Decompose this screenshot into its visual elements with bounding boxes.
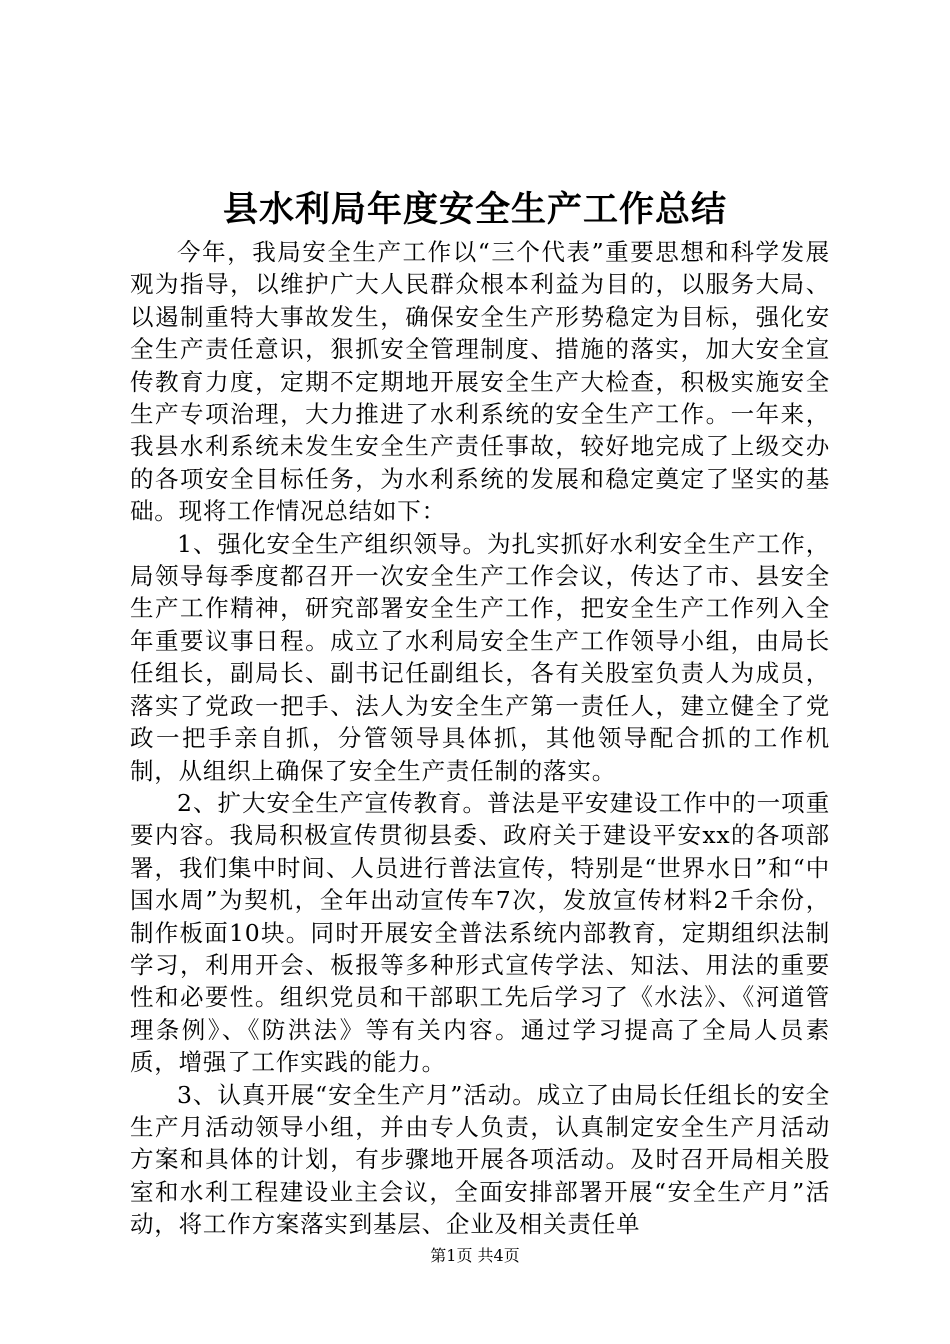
paragraph-organization-leadership: 1、强化安全生产组织领导。为扎实抓好水利安全生产工作，局领导每季度都召开一次安全生产工作会议，传达了市、县安全生产工作精神，研究部署安全生产工作，把安全生产工作列入全年重要议事日程。成立了水利局安全生产工作领导小组，由局长任组长，副局长、副书记任副组长，各有关股室负责人为成员，落实了党政一把手、法人为安全生产第一责任人，建立健全了党政一把手亲自抓，分管领导具体抓，其他领导配合抓的工作机制，从组织上确保了安全生产责任制的落实。 (130, 529, 830, 785)
document-body (130, 236, 830, 1241)
paragraph-publicity-education: 2、扩大安全生产宣传教育。普法是平安建设工作中的一项重要内容。我局积极宣传贯彻县委、政府关于建设平安xx的各项部署，我们集中时间、人员进行普法宣传，特别是“世界水日”和“中国水周”为契机，全年出动宣传车7次，发放宣传材料2千余份，制作板面10块。同时开展安全普法系统内部教育，定期组织法制学习，利用开会、板报等多种形式宣传学法、知法、用法的重要性和必要性。组织党员和干部职工先后学习了《水法》、《河道管理条例》、《防洪法》等有关内容。通过学习提高了全局人员素质，增强了工作实践的能力。 (130, 788, 830, 1077)
document-title: 县水利局年度安全生产工作总结 (222, 189, 727, 230)
paragraph-safety-month: 3、认真开展“安全生产月”活动。成立了由局长任组长的安全生产月活动领导小组，并由专人负责，认真制定安全生产月活动方案和具体的计划，有步骤地开展各项活动。及时召开局相关股室和水利工程建设业主会议，全面安排部署开展“安全生产月”活动，将工作方案落实到基层、企业及相关责任单 (130, 1080, 830, 1239)
paragraph-intro: 今年，我局安全生产工作以“三个代表”重要思想和科学发展观为指导，以维护广大人民群众根本利益为目的，以服务大局、以遏制重特大事故发生，确保安全生产形势稳定为目标，强化安全生产责任意识，狠抓安全管理制度、措施的落实，加大安全宣传教育力度，定期不定期地开展安全生产大检查，积极实施安全生产专项治理，大力推进了水利系统的安全生产工作。一年来，我县水利系统未发生安全生产责任事故，较好地完成了上级交办的各项安全目标任务，为水利系统的发展和稳定奠定了坚实的基础。现将工作情况总结如下： (130, 238, 830, 526)
page-footer: 第1页 共4页 (430, 1246, 520, 1265)
